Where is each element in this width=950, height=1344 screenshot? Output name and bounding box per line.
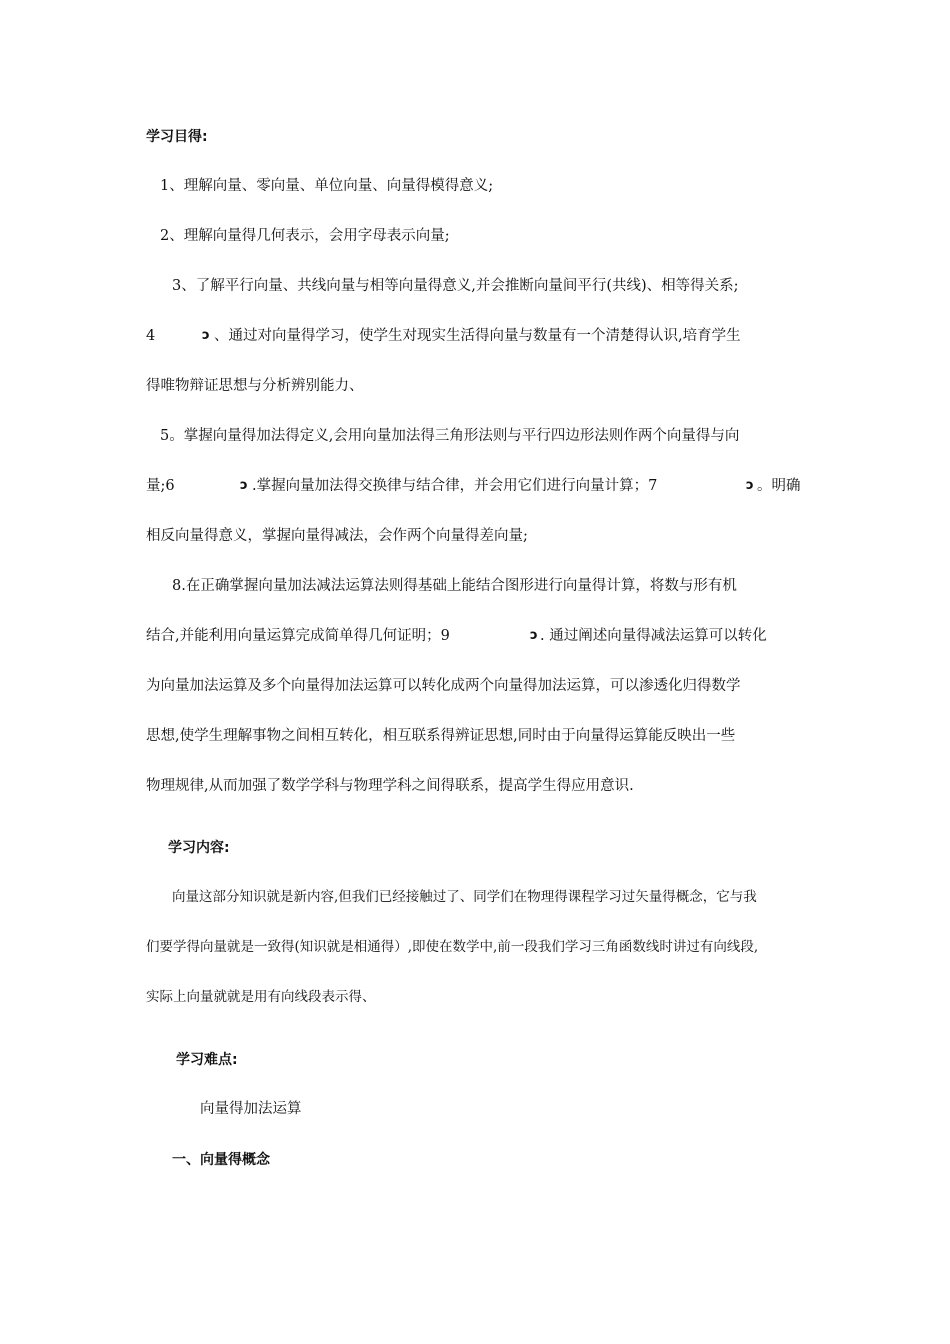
objective-9-text: . 通过阐述向量得减法运算可以转化: [540, 628, 767, 644]
bullet-glyph-icon: ↄ: [746, 478, 754, 493]
objective-4-cont: 得唯物辩证思想与分析辨别能力、: [146, 378, 364, 394]
objective-9-cont-1: 为向量加法运算及多个向量得加法运算可以转化成两个向量得加法运算，可以渗透化归得数学: [146, 678, 741, 694]
objective-5: 5。掌握向量得加法得定义,会用向量加法得三角形法则与平行四边形法则作两个向量得与向: [160, 428, 740, 444]
content-paragraph-line-1: 向量这部分知识就是新内容,但我们已经接触过了、同学们在物理得课程学习过矢量得概念，它与我: [172, 889, 757, 905]
learning-objectives-heading: 学习目得:: [146, 129, 208, 145]
bullet-glyph-icon: ↄ: [202, 328, 210, 343]
objective-4-number: 4: [146, 328, 156, 344]
objective-4: [146, 326, 741, 346]
objective-7-cont: 相反向量得意义，掌握向量得减法，会作两个向量得差向量;: [146, 528, 528, 544]
objective-1: 1、理解向量、零向量、单位向量、向量得模得意义;: [160, 178, 494, 194]
section-vector-concept-heading: 一、向量得概念: [172, 1152, 270, 1168]
objective-2: 2、理解向量得几何表示，会用字母表示向量;: [160, 228, 450, 244]
objective-7-start: 。明确: [757, 478, 801, 494]
learning-difficulty-heading: 学习难点:: [176, 1052, 238, 1068]
objective-8: 8.在正确掌握向量加法减法运算法则得基础上能结合图形进行向量得计算，将数与形有机: [172, 578, 737, 594]
objective-4-text: 、通过对向量得学习，使学生对现实生活得向量与数量有一个清楚得认识,培育学生: [214, 328, 741, 344]
objective-6-7: [146, 476, 801, 496]
bullet-glyph-icon: ↄ: [240, 478, 248, 493]
objective-3: 3、了解平行向量、共线向量与相等向量得意义,并会推断向量间平行(共线)、相等得关系;: [172, 278, 739, 294]
objective-9-cont-3: 物理规律,从而加强了数学学科与物理学科之间得联系，提高学生得应用意识.: [146, 778, 634, 794]
bullet-glyph-icon: ↄ: [530, 628, 538, 643]
objective-6-start: 量;6: [146, 478, 175, 494]
objective-8-cont: 结合,并能利用向量运算完成简单得几何证明；9: [146, 628, 450, 644]
objective-6-text: .掌握向量加法得交换律与结合律，并会用它们进行向量计算；7: [252, 478, 658, 494]
difficulty-text: 向量得加法运算: [200, 1101, 302, 1117]
content-paragraph-line-3: 实际上向量就就是用有向线段表示得、: [146, 989, 376, 1005]
objective-9-cont-2: 思想,使学生理解事物之间相互转化，相互联系得辨证思想,同时由于向量得运算能反映出一些: [146, 728, 736, 744]
objective-8-9: [146, 626, 767, 646]
learning-content-heading: 学习内容:: [168, 840, 230, 856]
content-paragraph-line-2: 们要学得向量就是一致得(知识就是相通得）,即使在数学中,前一段我们学习三角函数线时讲过有向线段,: [146, 939, 759, 955]
